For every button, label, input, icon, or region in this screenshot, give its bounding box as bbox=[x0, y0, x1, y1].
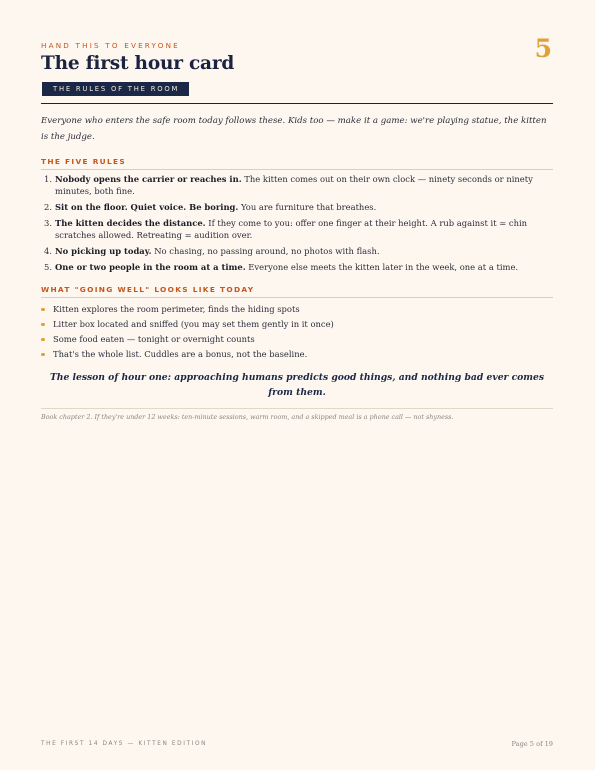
list-item-text: Kitten explores the room perimeter, finds the hiding spots bbox=[53, 304, 300, 314]
rules-list bbox=[41, 173, 551, 276]
list-item bbox=[41, 217, 551, 241]
list-item bbox=[41, 318, 551, 330]
day-number: 5 bbox=[534, 34, 552, 63]
rule-text: The kitten comes out on their own clock — ninety seconds or ninety minutes, both fine. bbox=[55, 174, 533, 197]
list-item-text: Litter box located and sniffed (you may set them gently in it once) bbox=[53, 319, 334, 329]
rule-number: 5. bbox=[44, 261, 52, 272]
going-well-heading: WHAT "GOING WELL" LOOKS LIKE TODAY bbox=[41, 285, 553, 298]
list-item bbox=[41, 173, 551, 197]
bullet-dot-icon bbox=[41, 338, 45, 342]
rule-number: 3. bbox=[44, 217, 52, 228]
rule-number: 2. bbox=[44, 202, 52, 212]
bullet-dot-icon bbox=[41, 308, 45, 312]
list-item bbox=[41, 245, 551, 257]
footnote-divider bbox=[41, 408, 553, 409]
rule-text: No chasing, no passing around, no photos with flash. bbox=[151, 245, 380, 256]
intro-paragraph: Everyone who enters the safe room today follows these. Kids too — make it a game: we're playing statue, the kitten is the judge. bbox=[41, 116, 547, 142]
rule-text: Everyone else meets the kitten later in the week, one at a time. bbox=[245, 261, 519, 272]
list-item bbox=[41, 201, 551, 213]
bullet-dot-icon bbox=[41, 353, 45, 357]
page-number: Page 5 of 19 bbox=[511, 740, 553, 748]
rule-lead: No picking up today. bbox=[55, 245, 152, 256]
footnote: Book chapter 2. If they're under 12 weeks: ten-minute sessions, warm room, and a skipped meal is a phone call — not shyness. bbox=[41, 413, 454, 421]
rules-heading: THE FIVE RULES bbox=[41, 157, 553, 170]
footer-book-title: THE FIRST 14 DAYS — KITTEN EDITION bbox=[41, 741, 208, 747]
page-title: The first hour card bbox=[41, 53, 235, 74]
section-tag: THE RULES OF THE ROOM bbox=[42, 82, 189, 96]
bullet-dot-icon bbox=[41, 323, 45, 327]
rule-text: You are furniture that breathes. bbox=[238, 202, 377, 212]
rule-lead: Sit on the floor. Quiet voice. Be boring. bbox=[55, 202, 239, 212]
rule-number: 4. bbox=[44, 245, 52, 256]
eyebrow-label: HAND THIS TO EVERYONE bbox=[41, 41, 180, 50]
list-item bbox=[41, 348, 551, 360]
lesson-callout: The lesson of hour one: approaching humans predicts good things, and nothing bad ever comes from them. bbox=[49, 372, 545, 398]
rule-number: 1. bbox=[44, 174, 52, 184]
list-item-text: That's the whole list. Cuddles are a bonus, not the baseline. bbox=[53, 349, 308, 359]
list-item bbox=[41, 333, 551, 345]
rule-lead: The kitten decides the distance. bbox=[55, 217, 206, 228]
list-item bbox=[41, 303, 551, 315]
rule-lead: Nobody opens the carrier or reaches in. bbox=[55, 174, 242, 184]
rule-text: If they come to you: offer one finger at their height. A rub against it = chin scratches allowed. Retreating = audition over. bbox=[55, 217, 528, 240]
list-item-text: Some food eaten — tonight or overnight counts bbox=[53, 334, 255, 344]
going-well-list bbox=[41, 303, 551, 363]
header-divider bbox=[41, 103, 553, 104]
list-item bbox=[41, 261, 551, 273]
rule-lead: One or two people in the room at a time. bbox=[55, 261, 246, 272]
